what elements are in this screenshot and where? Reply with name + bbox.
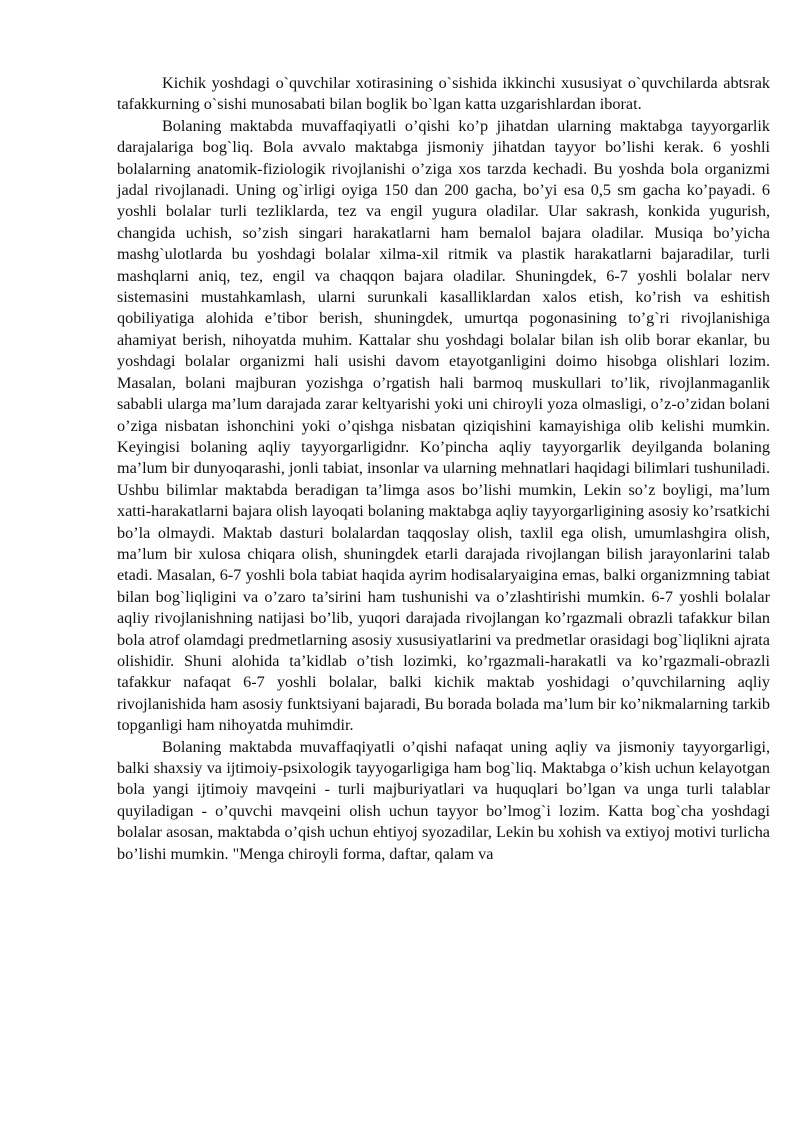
paragraph-physical-mental-readiness: Bolaning maktabda muvaffaqiyatli o’qishi ko’p jihatdan ularning maktabga tayyorgarlik darajalariga bog`liq. Bola avvalo maktabga jismoniy jihatdan tayyor bo’lishi kerak. 6 yoshli bolalarning anatomik-fiziologik rivojlanishi o’ziga xos tarzda kechadi. Bu yoshda bola organizmi jadal rivojlanadi. Uning og`irligi oyiga 150 dan 200 gacha, bo’yi esa 0,5 sm gacha ko’payadi. 6 yoshli bolalar turli tezliklarda, tez va engil yugura oladilar. Ular sakrash, konkida yugurish, changida uchish, so’zish singari harakatlarni ham bemalol bajara oladilar. Musiqa bo’yicha mashg`ulotlarda bu yoshdagi bolalar xilma-xil ritmik va plastik harakatlarni bajaradilar, turli mashqlarni aniq, tez, engil va chaqqon bajara oladilar. Shuningdek, 6-7 yoshli bolalar nerv sistemasini mustahkamlash, ularni surunkali kasalliklardan xalos etish, ko’rish va eshitish qobiliyatiga alohida e’tibor berish, shuningdek, umurtqa pogonasining to’g`ri rivojlanishiga ahamiyat berish, nihoyatda muhim. Kattalar shu yoshdagi bolalar bilan ish olib borar ekanlar, bu yoshdagi bolalar organizmi hali usishi davom etayotganligini doimo hisobga olishlari lozim. Masalan, bolani majburan yozishga o’rgatish hali barmoq muskullari to’lik, rivojlanmaganlik sababli ularga ma’lum darajada zarar keltyarishi yoki uni chiroyli yoza olmasligi, o’z-o’zidan bolani o’ziga nisbatan ishonchini yoki o’qishga nisbatan qiziqishini kamayishiga olib kelishi mumkin. Keyingisi bolaning aqliy tayyorgarligidnr. Ko’pincha aqliy tayyorgarlik deyilganda bolaning ma’lum bir dunyoqarashi, jonli tabiat, insonlar va ularning mehnatlari haqidagi bilimlari tushuniladi. Ushbu bilimlar maktabda beradigan ta’limga asos bo’lishi mumkin, Lekin so’z boyligi, ma’lum xatti-harakatlarni bajara olish layoqati bolaning maktabga aqliy tayyorgarligining asosiy ko’rsatkichi bo’la olmaydi. Maktab dasturi bolalardan taqqoslay olish, taxlil ega olish, umumlashgira olish, ma’lum bir xulosa chiqara olish, shuningdek etarli darajada rivojlangan bilish jarayonlarini talab etadi. Masalan, 6-7 yoshli bola tabiat haqida ayrim hodisalaryaigina emas, balki organizmning tabiat bilan bog`liqligini va o’zaro ta’sirini ham tushunishi va o’zlashtirishi mumkin. 6-7 yoshli bolalar aqliy rivojlanishning natijasi bo’lib, yuqori darajada rivojlangan ko’rgazmali obrazli tafakkur bilan bola atrof olamdagi predmetlarning asosiy xususiyatlarini va predmetlar orasidagi bog`liqlikni ajrata olishidir. Shuni alohida ta’kidlab o’tish lozimki, ko’rgazmali-harakatli va ko’rgazmali-obrazli tafakkur nafaqat 6-7 yoshli bolalar, balki kichik maktab yoshidagi o’quvchilarning aqliy rivojlanishida ham asosiy funktsiyani bajaradi, Bu borada bolada ma’lum bir ko’nikmalarning tarkib topganligi ham nihoyatda muhimdir.	[117, 116, 770, 735]
document-page	[117, 73, 770, 865]
paragraph-memory-thinking: Kichik yoshdagi o`quvchilar xotirasining o`sishida ikkinchi xususiyat o`quvchilarda abtsrak tafakkurning o`sishi munosabati bilan boglik bo`lgan katta uzgarishlardan iborat.	[117, 74, 770, 114]
paragraph-social-readiness: Bolaning maktabda muvaffaqiyatli o’qishi nafaqat uning aqliy va jismoniy tayyorgarligi, balki shaxsiy va ijtimoiy-psixologik tayyogarligiga ham bog`liq. Maktabga o’kish uchun kelayotgan bola yangi ijtimoiy mavqeini - turli majburiyatlari va huquqlari bo’lgan va unga turli talablar quyiladigan - o’quvchi mavqeini olish uchun tayyor bo’lmog`i lozim. Katta bog`cha yoshdagi bolalar asosan, maktabda o’qish uchun ehtiyoj syozadilar, Lekin bu xohish va extiyoj motivi turlicha bo’lishi mumkin. "Menga chiroyli forma, daftar, qalam va	[117, 737, 770, 863]
